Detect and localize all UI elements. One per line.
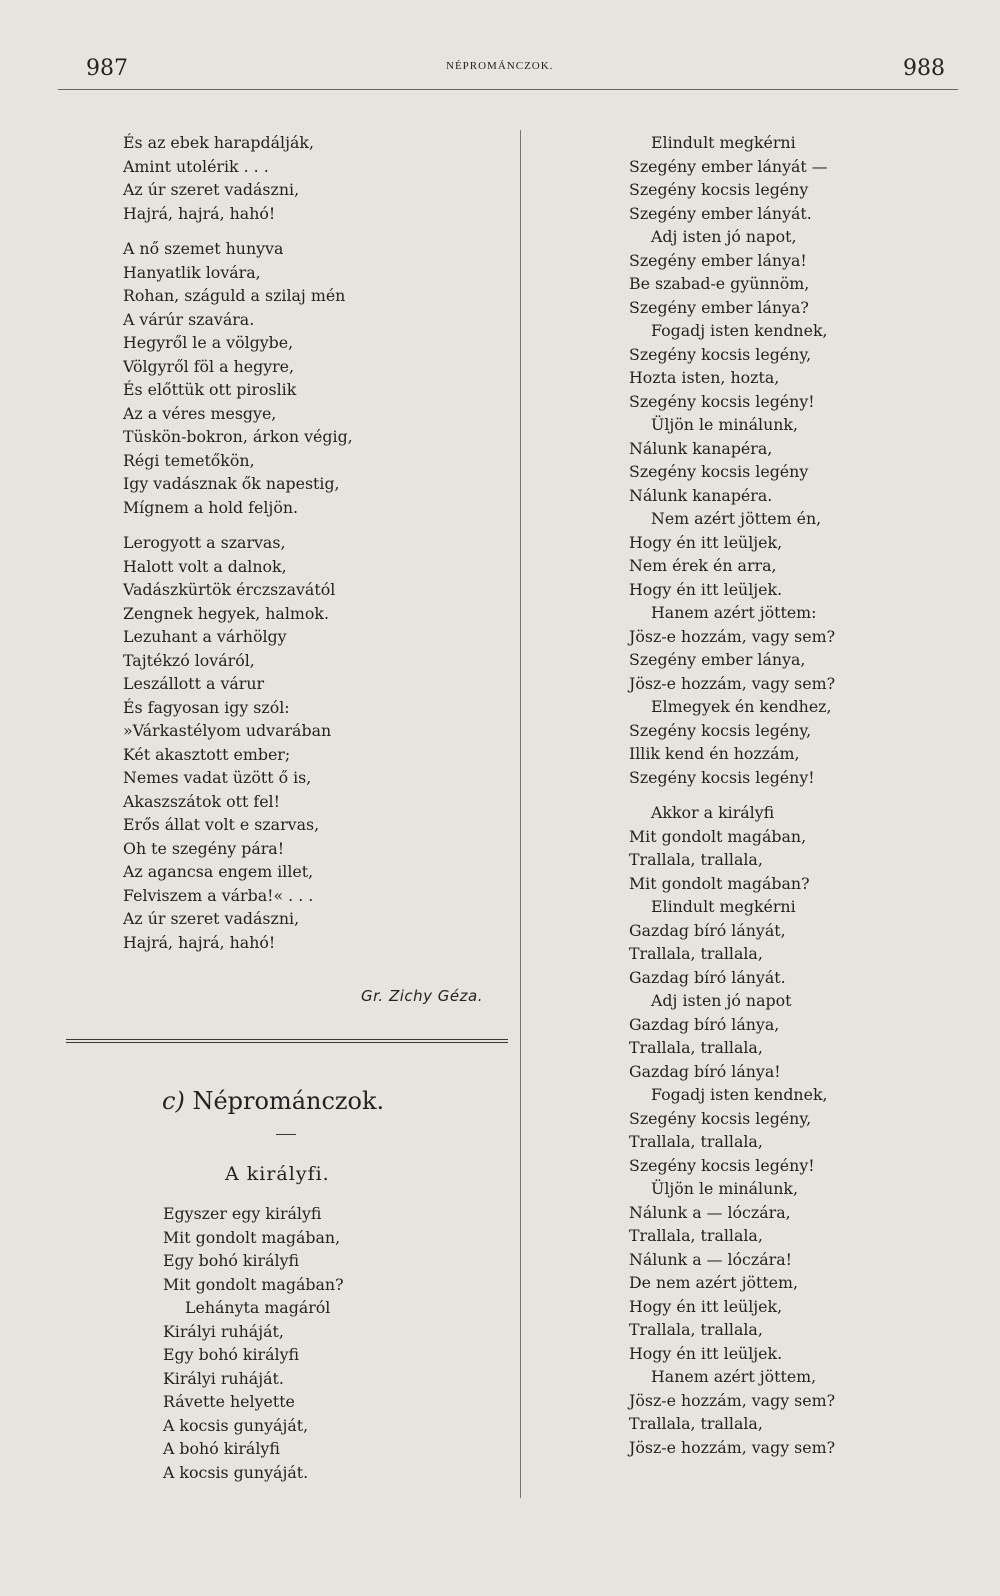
- verse-line: Fogadj isten kendnek,: [651, 1085, 828, 1104]
- verse-line: Hogy én itt leüljek.: [629, 1343, 783, 1363]
- verse-line: Királyi ruháját.: [163, 1368, 284, 1388]
- verse-line: Nálunk a — lóczára!: [629, 1249, 792, 1269]
- verse-line: Rávette helyette: [163, 1392, 295, 1411]
- verse-line: Nem azért jöttem én,: [651, 509, 822, 528]
- verse-line: Üljön le minálunk,: [651, 415, 799, 434]
- verse-line: Mit gondolt magában,: [163, 1227, 341, 1247]
- verse-line: A várúr szavára.: [123, 309, 255, 329]
- verse-line: Hozta isten, hozta,: [629, 368, 780, 387]
- stanza-gap: [629, 789, 835, 801]
- verse-line: Be szabad-e gyünnöm,: [629, 274, 810, 293]
- verse-line: Trallala, trallala,: [629, 1132, 763, 1151]
- verse-line: Lezuhant a várhölgy: [123, 627, 287, 646]
- verse-line: Szegény kocsis legény: [629, 462, 809, 481]
- verse-line: Szegény ember lánya,: [629, 650, 806, 669]
- verse-line: Mit gondolt magában,: [629, 826, 807, 846]
- verse-line: Akkor a királyfi: [651, 803, 775, 822]
- verse-line: Királyi ruháját,: [163, 1321, 284, 1341]
- left-page-number: 987: [86, 56, 128, 81]
- verse-line: Hanyatlik lovára,: [123, 262, 261, 282]
- verse-line: Gazdag bíró lánya,: [629, 1014, 780, 1034]
- verse-line: Szegény ember lányát.: [629, 203, 812, 223]
- verse-line: Trallala, trallala,: [629, 1226, 763, 1245]
- verse-line: Adj isten jó napot,: [651, 227, 797, 246]
- verse-line: Hanem azért jöttem,: [651, 1367, 817, 1386]
- section-title-text: Néprománczok.: [192, 1087, 385, 1115]
- left-poem-body: [123, 131, 353, 954]
- verse-line: Gazdag bíró lánya!: [629, 1061, 781, 1081]
- verse-line: Hogy én itt leüljek,: [629, 532, 783, 552]
- section-rule-bottom: [66, 1042, 508, 1043]
- verse-line: Az úr szeret vadászni,: [123, 180, 300, 199]
- verse-line: Trallala, trallala,: [629, 1320, 763, 1339]
- verse-line: Jösz-e hozzám, vagy sem?: [629, 1390, 836, 1410]
- section-dash: [276, 1134, 296, 1135]
- verse-line: Amint utolérik . . .: [123, 156, 269, 176]
- verse-line: Trallala, trallala,: [629, 850, 763, 869]
- section-rule-top: [66, 1039, 508, 1040]
- section-letter: c): [162, 1087, 185, 1115]
- verse-line: Két akasztott ember;: [123, 744, 291, 764]
- verse-line: Fogadj isten kendnek,: [651, 321, 828, 340]
- verse-line: Jösz-e hozzám, vagy sem?: [629, 1437, 836, 1457]
- verse-line: Egyszer egy királyfi: [163, 1204, 322, 1223]
- verse-line: Hegyről le a völgybe,: [123, 333, 294, 352]
- verse-line: Elindult megkérni: [651, 133, 796, 152]
- verse-line: Tajtékzó lováról,: [123, 650, 255, 670]
- verse-line: Jösz-e hozzám, vagy sem?: [629, 626, 836, 646]
- verse-line: Trallala, trallala,: [629, 1038, 763, 1057]
- running-header-title: NÉPROMÁNCZOK.: [446, 60, 554, 72]
- verse-line: Egy bohó királyfi: [163, 1345, 300, 1364]
- verse-line: A kocsis gunyáját,: [163, 1415, 309, 1435]
- verse-line: Vadászkürtök érczszavától: [123, 580, 336, 599]
- verse-line: Nálunk kanapéra.: [629, 485, 773, 505]
- verse-line: Nálunk a — lóczára,: [629, 1202, 791, 1222]
- verse-line: Lehányta magáról: [185, 1298, 331, 1317]
- verse-line: Egy bohó királyfi: [163, 1251, 300, 1270]
- verse-line: A kocsis gunyáját.: [163, 1462, 309, 1482]
- verse-line: Elmegyek én kendhez,: [651, 697, 832, 716]
- verse-line: Szegény kocsis legény!: [629, 1155, 815, 1175]
- verse-line: Hogy én itt leüljek,: [629, 1296, 783, 1316]
- verse-line: Nálunk kanapéra,: [629, 438, 773, 458]
- verse-line: Üljön le minálunk,: [651, 1179, 799, 1198]
- verse-line: Hanem azért jöttem:: [651, 603, 817, 622]
- verse-line: A bohó királyfi: [163, 1439, 280, 1458]
- verse-line: Halott volt a dalnok,: [123, 556, 287, 576]
- verse-line: Hajrá, hajrá, hahó!: [123, 203, 276, 223]
- verse-line: Szegény ember lányát —: [629, 156, 828, 176]
- author-signature: Gr. Zichy Géza.: [361, 987, 483, 1005]
- verse-line: Régi temetőkön,: [123, 450, 255, 470]
- verse-line: Hajrá, hajrá, hahó!: [123, 932, 276, 952]
- verse-line: Rohan, száguld a szilaj mén: [123, 286, 346, 305]
- verse-line: Völgyről föl a hegyre,: [123, 356, 295, 376]
- verse-line: Szegény kocsis legény,: [629, 344, 812, 364]
- verse-line: De nem azért jöttem,: [629, 1273, 799, 1292]
- verse-line: »Várkastélyom udvarában: [123, 721, 332, 740]
- verse-line: Szegény kocsis legény,: [629, 720, 812, 740]
- verse-line: Elindult megkérni: [651, 897, 796, 916]
- verse-line: Szegény kocsis legény!: [629, 391, 815, 411]
- header-rule: [58, 89, 958, 90]
- verse-line: Leszállott a várur: [123, 674, 265, 693]
- stanza-gap: [123, 519, 353, 531]
- verse-line: Erős állat volt e szarvas,: [123, 815, 320, 834]
- verse-line: Az agancsa engem illet,: [123, 862, 314, 881]
- verse-line: Igy vadásznak ők napestig,: [123, 474, 340, 493]
- verse-line: Trallala, trallala,: [629, 944, 763, 963]
- verse-line: Nem érek én arra,: [629, 556, 777, 575]
- section-heading: [162, 1087, 384, 1115]
- verse-line: Gazdag bíró lányát.: [629, 967, 786, 987]
- verse-line: Mit gondolt magában?: [163, 1274, 344, 1294]
- verse-line: Az úr szeret vadászni,: [123, 909, 300, 928]
- verse-line: Szegény kocsis legény: [629, 180, 809, 199]
- stanza-gap: [123, 225, 353, 237]
- verse-line: Illik kend én hozzám,: [629, 744, 800, 763]
- verse-line: Nemes vadat üzött ő is,: [123, 768, 312, 787]
- verse-line: Szegény ember lánya!: [629, 250, 807, 270]
- verse-line: Mígnem a hold feljön.: [123, 497, 299, 517]
- verse-line: Adj isten jó napot: [651, 991, 792, 1010]
- right-page-number: 988: [903, 56, 945, 81]
- right-poem-body: [629, 131, 835, 1459]
- verse-line: Szegény kocsis legény,: [629, 1108, 812, 1128]
- column-divider: [520, 130, 521, 1498]
- verse-line: Trallala, trallala,: [629, 1414, 763, 1433]
- verse-line: Szegény ember lánya?: [629, 297, 809, 317]
- verse-line: Mit gondolt magában?: [629, 873, 810, 893]
- verse-line: Az a véres mesgye,: [123, 403, 277, 423]
- poem-title: A királyfi.: [225, 1163, 330, 1185]
- verse-line: Felviszem a várba!« . . .: [123, 885, 314, 905]
- verse-line: Oh te szegény pára!: [123, 838, 285, 858]
- kiralyfi-poem-start: [163, 1202, 344, 1484]
- verse-line: És fagyosan igy szól:: [123, 697, 290, 717]
- verse-line: Lerogyott a szarvas,: [123, 533, 286, 552]
- verse-line: És előttük ott piroslik: [123, 380, 297, 399]
- verse-line: Zengnek hegyek, halmok.: [123, 603, 329, 623]
- verse-line: Hogy én itt leüljek.: [629, 579, 783, 599]
- verse-line: Tüskön-bokron, árkon végig,: [123, 427, 353, 446]
- verse-line: A nő szemet hunyva: [123, 239, 284, 258]
- verse-line: Szegény kocsis legény!: [629, 767, 815, 787]
- verse-line: Jösz-e hozzám, vagy sem?: [629, 673, 836, 693]
- verse-line: Akaszszátok ott fel!: [123, 791, 280, 811]
- verse-line: És az ebek harapdálják,: [123, 133, 314, 152]
- verse-line: Gazdag bíró lányát,: [629, 920, 786, 940]
